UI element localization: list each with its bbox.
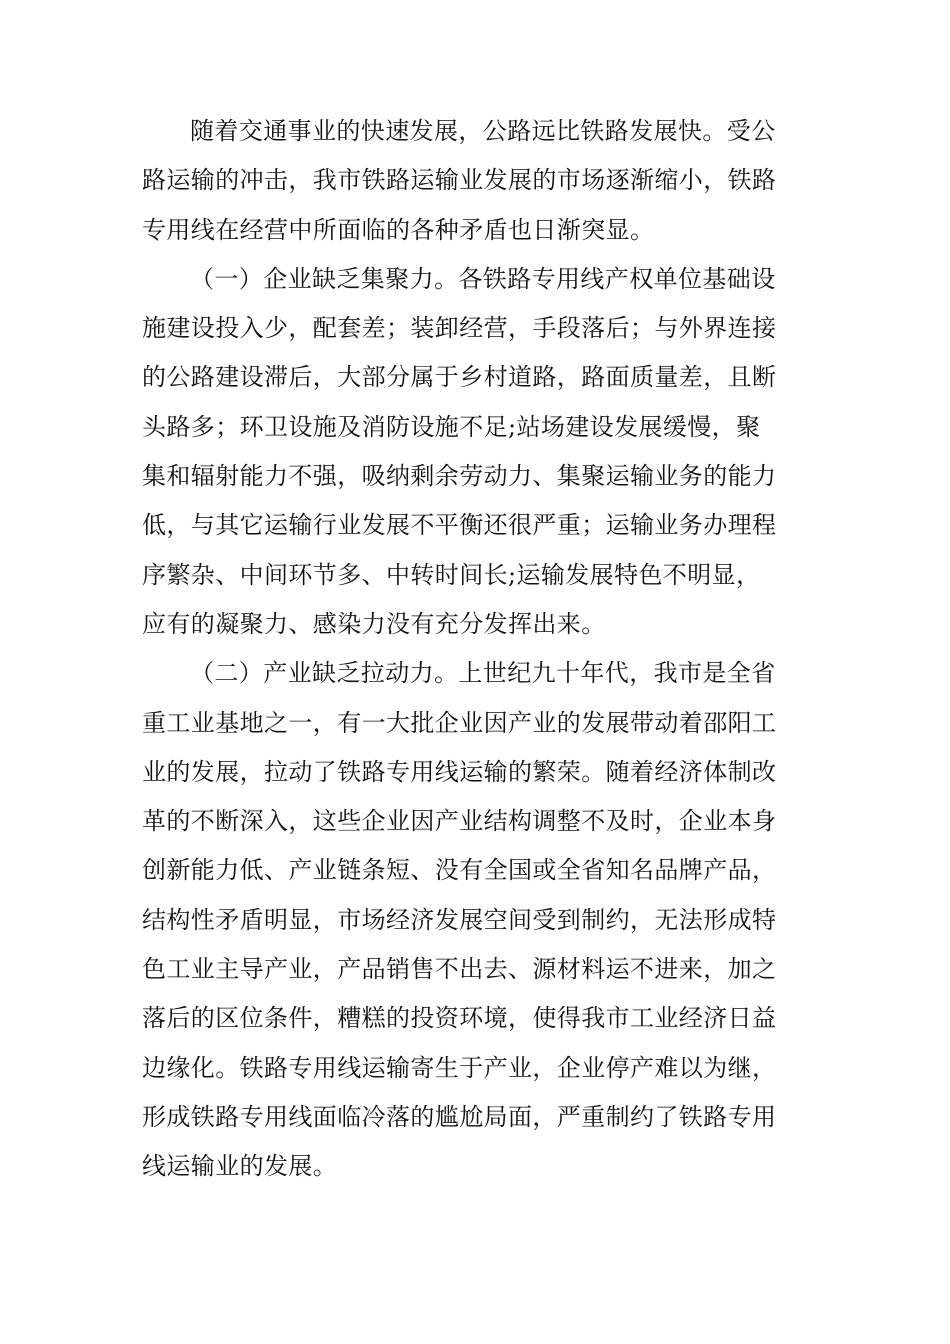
text-line: 重工业基地之一，有一大批企业因产业的发展带动着邵阳工	[142, 708, 777, 737]
text-line: 的公路建设滞后，大部分属于乡村道路，路面质量差，且断	[142, 363, 777, 392]
text-line: 应有的凝聚力、感染力没有充分发挥出来。	[142, 609, 606, 638]
text-line: 边缘化。铁路专用线运输寄生于产业，企业停产难以为继，	[142, 1053, 777, 1082]
text-line: （一）企业缺乏集聚力。各铁路专用线产权单位基础设	[190, 264, 776, 293]
text-line: 集和辐射能力不强，吸纳剩余劳动力、集聚运输业务的能力	[142, 462, 777, 491]
paragraph-intro	[142, 107, 787, 255]
text-line: （二）产业缺乏拉动力。上世纪九十年代，我市是全省	[190, 659, 776, 688]
text-line: 低，与其它运输行业发展不平衡还很严重；运输业务办理程	[142, 511, 777, 540]
paragraph-enterprise	[142, 255, 787, 649]
text-line: 路运输的冲击，我市铁路运输业发展的市场逐渐缩小，铁路	[142, 166, 777, 195]
text-line: 施建设投入少，配套差；装卸经营，手段落后；与外界连接	[142, 314, 777, 343]
text-line: 色工业主导产业，产品销售不出去、源材料运不进来，加之	[142, 955, 777, 984]
text-line: 革的不断深入，这些企业因产业结构调整不及时，企业本身	[142, 807, 777, 836]
text-line: 随着交通事业的快速发展，公路远比铁路发展快。受公	[190, 117, 776, 145]
text-line: 业的发展，拉动了铁路专用线运输的繁荣。随着经济体制改	[142, 757, 777, 786]
text-line: 专用线在经营中所面临的各种矛盾也日渐突显。	[142, 215, 655, 244]
document-body	[142, 107, 787, 1192]
text-line: 线运输业的发展。	[142, 1152, 338, 1181]
text-line: 落后的区位条件，糟糕的投资环境，使得我市工业经济日益	[142, 1004, 777, 1033]
paragraph-industry	[142, 649, 787, 1191]
text-line: 创新能力低、产业链条短、没有全国或全省知名品牌产品，	[142, 856, 777, 885]
text-line: 头路多；环卫设施及消防设施不足;站场建设发展缓慢，聚	[142, 412, 761, 441]
text-line: 结构性矛盾明显，市场经济发展空间受到制约，无法形成特	[142, 905, 777, 934]
text-line: 形成铁路专用线面临冷落的尴尬局面，严重制约了铁路专用	[142, 1102, 777, 1131]
text-line: 序繁杂、中间环节多、中转时间长;运输发展特色不明显，	[142, 560, 761, 589]
